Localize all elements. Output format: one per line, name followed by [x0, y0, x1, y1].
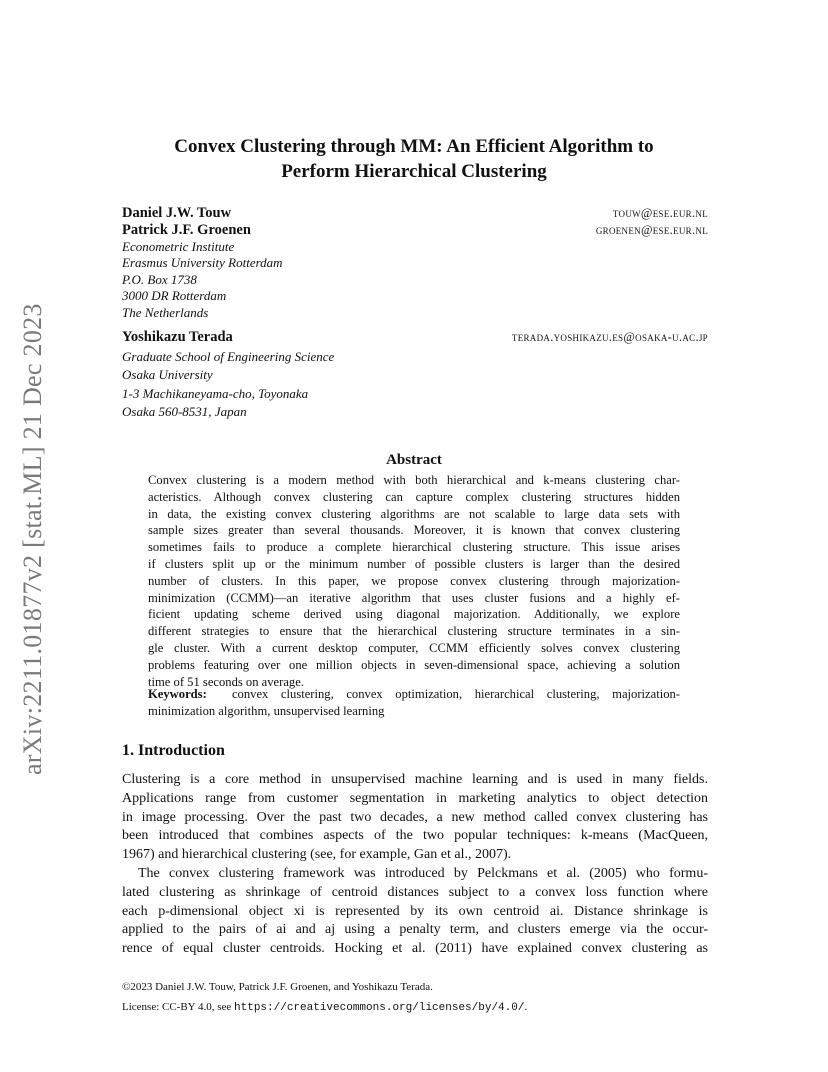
license-link[interactable]: https://creativecommons.org/licenses/by/4.0/	[234, 1002, 525, 1014]
keywords-text: minimization algorithm, unsupervised learning	[148, 703, 385, 718]
author-block-1	[122, 205, 708, 321]
author-email: groenen@ese.eur.nl	[595, 223, 708, 237]
abstract-line: problems featuring over one million objects in seven-dimensional space, achieving a solution	[148, 657, 680, 672]
keywords-text: convex clustering, convex optimization, hierarchical clustering, majorization-	[231, 687, 680, 701]
body-line: rence of equal cluster centroids. Hocking et al. (2011) have explained convex clustering as	[122, 941, 708, 957]
body-line: been introduced that combines aspects of the two popular techniques: k-means (MacQueen,	[122, 828, 708, 844]
abstract-line: Convex clustering is a modern method with both hierarchical and k-means clustering char-	[148, 473, 680, 487]
abstract-line: in data, the existing convex clustering algorithms are not scalable to large data sets with	[148, 506, 680, 521]
section-heading: 1. Introduction	[122, 742, 225, 759]
title-line-1: Convex Clustering through MM: An Efficient Algorithm to	[174, 136, 654, 157]
paper-title	[100, 134, 728, 184]
keywords	[148, 686, 680, 720]
author-block-2	[122, 329, 708, 421]
abstract-line: minimization (CCMM)—an iterative algorithm that uses cluster fusions and a highly ef-	[148, 590, 680, 605]
body-line: 1967) and hierarchical clustering (see, for example, Gan et al., 2007).	[122, 847, 512, 863]
body-line: applied to the pairs of ai and aj using a penalty term, and clusters emerge via the occur-	[122, 922, 708, 938]
abstract-line: if clusters split up or the minimum number of possible clusters is larger than the desired	[148, 556, 680, 571]
affiliation-line: 1-3 Machikaneyama-cho, Toyonaka	[122, 385, 309, 401]
license-suffix: .	[524, 1001, 528, 1013]
body-line: each p-dimensional object xi is represented by its own centroid ai. Distance shrinkage is	[122, 903, 708, 919]
body-line: in image processing. Over the past two decades, a new method called convex clustering has	[122, 809, 708, 825]
author-email: terada.yoshikazu.es@osaka-u.ac.jp	[511, 330, 708, 344]
author-email: touw@ese.eur.nl	[612, 206, 708, 220]
abstract-line: acteristics. Although convex clustering can capture complex clustering structures hidden	[148, 489, 680, 504]
arxiv-identifier: arXiv:2211.01877v2 [stat.ML] 21 Dec 2023	[18, 303, 47, 775]
body-line: Applications range from customer segmentation in marketing analytics to object detection	[122, 790, 708, 806]
abstract-line: gle cluster. With a current desktop computer, CCMM efficiently solves convex clustering	[148, 640, 680, 655]
affiliation-line: P.O. Box 1738	[122, 271, 197, 287]
abstract-body	[148, 472, 680, 690]
author-name: Patrick J.F. Groenen	[122, 222, 251, 238]
affiliation-line: Erasmus University Rotterdam	[122, 255, 283, 271]
abstract-line: sometimes fails to produce a complete hierarchical clustering structure. This issue arises	[148, 540, 680, 555]
body-line: The convex clustering framework was introduced by Pelckmans et al. (2005) who formu-	[138, 866, 708, 881]
abstract-line: number of clusters. In this paper, we propose convex clustering through majorization-	[148, 573, 680, 588]
abstract-line: time of 51 seconds on average.	[148, 674, 304, 689]
affiliation-line: Graduate School of Engineering Science	[122, 349, 335, 364]
affiliation-line: Osaka 560-8531, Japan	[122, 403, 247, 419]
keywords-label: Keywords:	[148, 687, 207, 701]
intro-paragraph-1	[122, 771, 708, 865]
affiliation-line: The Netherlands	[122, 304, 209, 320]
author-name: Yoshikazu Terada	[122, 329, 233, 345]
abstract-line: ficient updating scheme derived using diagonal majorization. Additionally, we explore	[148, 607, 680, 622]
title-line-2: Perform Hierarchical Clustering	[281, 161, 547, 182]
body-line: Clustering is a core method in unsupervised machine learning and is used in many fields.	[122, 772, 708, 787]
body-line: lated clustering as shrinkage of centroid distances subject to a convex loss function where	[122, 884, 708, 900]
license-notice	[122, 1001, 708, 1014]
license-prefix: License: CC-BY 4.0, see	[122, 1001, 235, 1013]
copyright-notice: ©2023 Daniel J.W. Touw, Patrick J.F. Groenen, and Yoshikazu Terada.	[122, 981, 433, 993]
abstract-line: different strategies to ensure that the hierarchical clustering structure terminates in a sin-	[148, 624, 680, 639]
abstract-line: sample sizes greater than several thousands. Moreover, it is known that convex clustering	[148, 523, 680, 538]
affiliation-line: Econometric Institute	[122, 239, 235, 254]
affiliation-line: Osaka University	[122, 367, 213, 383]
affiliation-line: 3000 DR Rotterdam	[122, 288, 227, 304]
intro-paragraph-2	[122, 865, 708, 959]
author-name: Daniel J.W. Touw	[122, 205, 232, 221]
abstract-heading: Abstract	[386, 452, 442, 468]
